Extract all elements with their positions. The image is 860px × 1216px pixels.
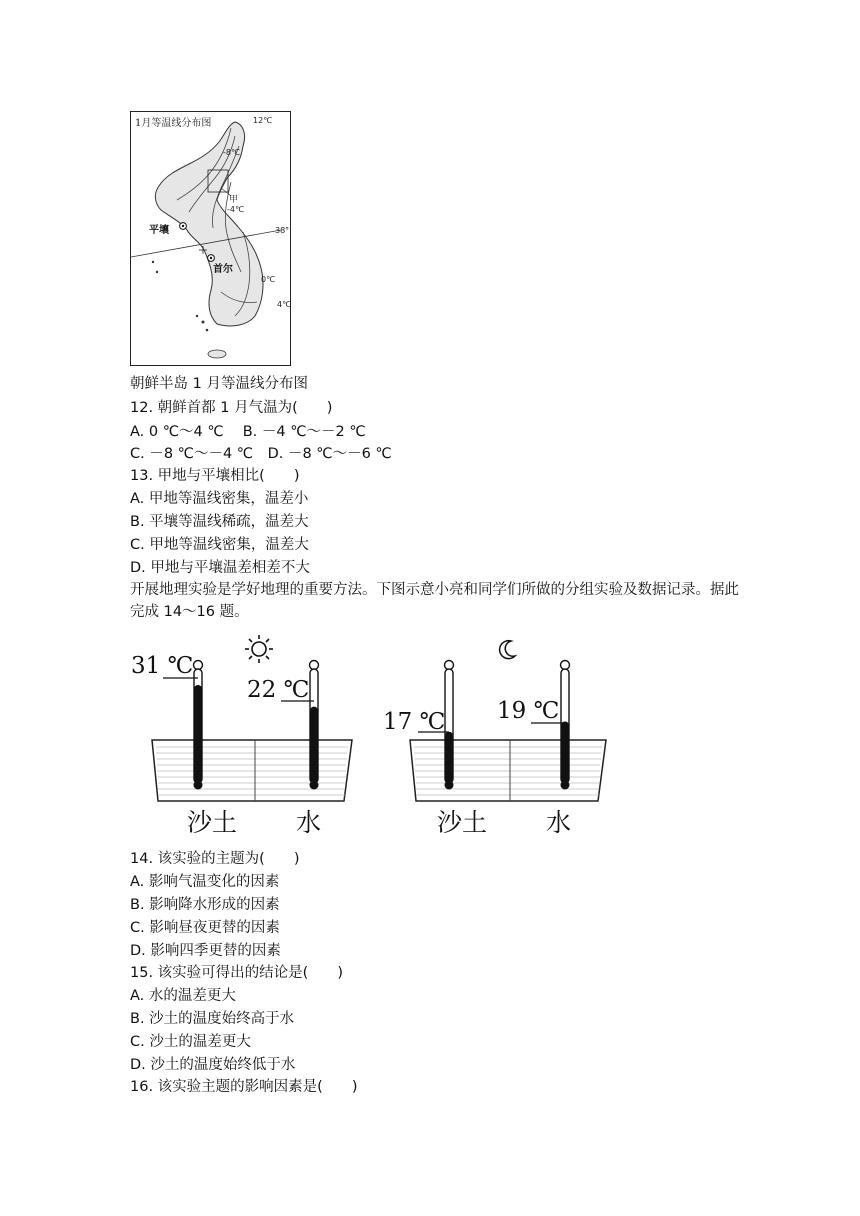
q15-option-b: B. 沙土的温度始终高于水 bbox=[130, 1011, 295, 1027]
q16-stem: 16. 该实验主题的影响因素是( ) bbox=[130, 1079, 358, 1095]
map-caption: 朝鲜半岛 1 月等温线分布图 bbox=[130, 376, 308, 392]
q14-option-a: A. 影响气温变化的因素 bbox=[130, 874, 280, 890]
q12-stem: 12. 朝鲜首都 1 月气温为( ) bbox=[130, 400, 333, 416]
q15-option-d: D. 沙土的温度始终低于水 bbox=[130, 1057, 296, 1073]
q13-option-a: A. 甲地等温线密集，温差小 bbox=[130, 491, 309, 507]
pyongyang-label: 平壤 bbox=[149, 225, 169, 236]
q14-option-d: D. 影响四季更替的因素 bbox=[130, 943, 281, 959]
day-sand-temp-label: 31 ℃ bbox=[131, 653, 194, 679]
q13-stem: 13. 甲地与平壤相比( ) bbox=[130, 468, 300, 484]
q12-options-row1: A. 0 ℃～4 ℃ B. －4 ℃～－2 ℃ bbox=[130, 424, 366, 440]
jia-label: 甲 bbox=[229, 195, 239, 205]
night-sand-temp-label: 17 ℃ bbox=[383, 709, 446, 735]
q14-option-c: C. 影响昼夜更替的因素 bbox=[130, 920, 280, 936]
day-sand-label: 沙土 bbox=[187, 808, 238, 837]
q13-option-c: C. 甲地等温线密集，温差大 bbox=[130, 537, 309, 553]
latitude-label: 38° bbox=[275, 226, 290, 235]
q13-option-d: D. 甲地与平壤温差相差不大 bbox=[130, 560, 310, 576]
night-water-temp-label: 19 ℃ bbox=[497, 698, 560, 724]
map-title: 1月等温线分布图 bbox=[135, 118, 212, 129]
seoul-label: 首尔 bbox=[213, 264, 233, 275]
isotherm-label-0: 0℃ bbox=[261, 275, 276, 284]
sun-icon bbox=[245, 635, 273, 663]
q15-stem: 15. 该实验可得出的结论是( ) bbox=[130, 965, 343, 981]
experiment-figure bbox=[0, 625, 860, 840]
q14-option-b: B. 影响降水形成的因素 bbox=[130, 897, 280, 913]
isotherm-label-minus4: -4℃ bbox=[227, 205, 244, 214]
day-panel bbox=[131, 635, 352, 837]
isotherm-label-12: 12℃ bbox=[253, 116, 273, 125]
q15-option-c: C. 沙土的温差更大 bbox=[130, 1034, 251, 1050]
experiment-intro: 开展地理实验是学好地理的重要方法。下图示意小亮和同学们所做的分组实验及数据记录。据此完成 14～16 题。 bbox=[130, 582, 739, 620]
q15-option-a: A. 水的温差更大 bbox=[130, 988, 236, 1004]
q14-stem: 14. 该实验的主题为( ) bbox=[130, 851, 300, 867]
q13-option-b: B. 平壤等温线稀疏，温差大 bbox=[130, 514, 309, 530]
night-panel bbox=[383, 641, 606, 837]
isotherm-label-4: 4℃ bbox=[277, 300, 292, 309]
q12-options-row2: C. －8 ℃～－4 ℃ D. －8 ℃～－6 ℃ bbox=[130, 446, 392, 462]
moon-icon bbox=[500, 641, 515, 659]
night-sand-label: 沙土 bbox=[437, 808, 488, 837]
day-water-temp-label: 22 ℃ bbox=[247, 677, 310, 703]
day-water-label: 水 bbox=[296, 808, 322, 837]
korea-peninsula-map bbox=[131, 112, 291, 366]
night-water-label: 水 bbox=[546, 808, 572, 837]
isotherm-map bbox=[130, 111, 291, 366]
isotherm-label-minus8: -8℃ bbox=[223, 148, 240, 157]
